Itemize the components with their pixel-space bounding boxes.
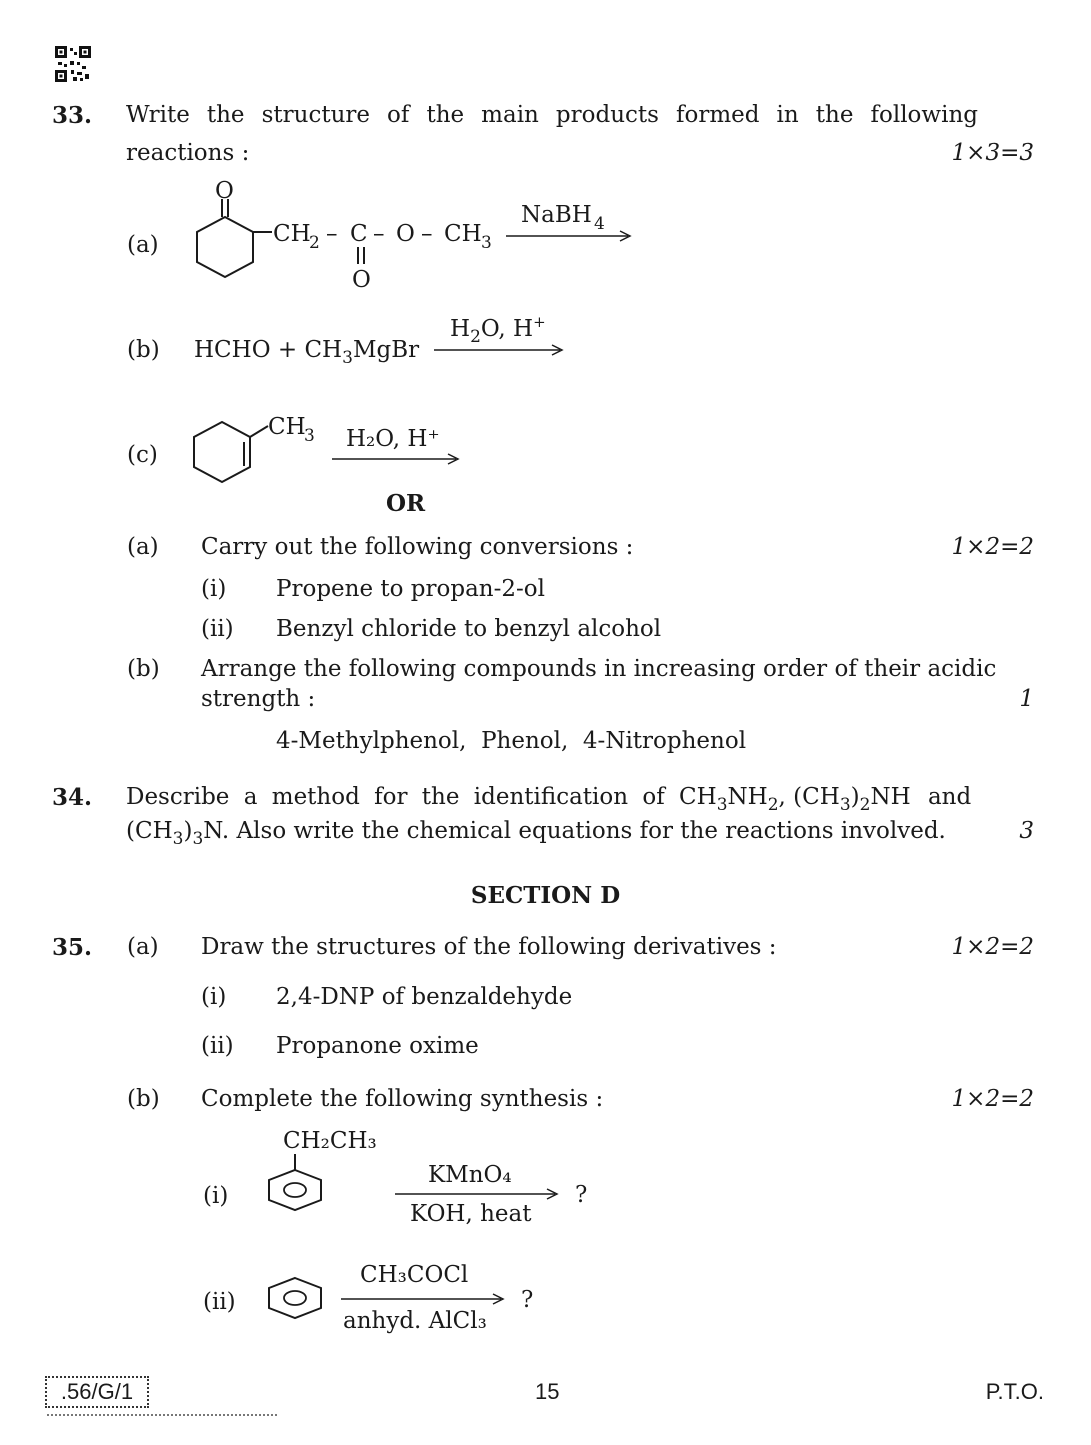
unknown-product: ? [575, 1182, 588, 1208]
text: MgBr [352, 337, 420, 363]
subpart-label: (ii) [201, 616, 234, 642]
svg-text:O: O [396, 221, 415, 247]
text: HCHO + CH [194, 337, 343, 363]
subscript: 2 [470, 327, 481, 347]
part-text: Arrange the following compounds in increasing order of their acidic [201, 656, 997, 682]
subpart-text: 2,4-DNP of benzaldehyde [276, 984, 573, 1010]
subpart-text: Propene to propan-2-ol [276, 576, 545, 602]
subpart-text: Propanone oxime [276, 1033, 479, 1059]
marks: 1×2=2 [951, 534, 1034, 560]
reagent-top: CH₃COCl [360, 1262, 469, 1288]
paper-code: .56/G/1 [45, 1376, 149, 1408]
question-text [126, 818, 946, 849]
subpart-label: (i) [201, 576, 227, 602]
svg-text:CH: CH [273, 221, 311, 247]
section-heading: SECTION D [470, 882, 621, 909]
subpart-text: Benzyl chloride to benzyl alcohol [276, 616, 662, 642]
reagent-subscript: 4 [594, 214, 605, 234]
text: (CH [126, 818, 173, 844]
qr-code-icon [55, 46, 91, 82]
text: Describe a method for the identification of CH [126, 784, 717, 810]
subscript: 3 [716, 795, 728, 815]
question-number: 34. [52, 784, 93, 811]
part-text: Complete the following synthesis : [201, 1086, 604, 1112]
reaction-arrow [434, 343, 564, 357]
unknown-product: ? [521, 1287, 534, 1313]
reaction-b-reactants [194, 337, 419, 368]
svg-text:O: O [215, 178, 234, 204]
synthesis-ii-structure [255, 1252, 555, 1352]
part-label: (b) [127, 656, 160, 682]
reaction-c-structure [180, 408, 480, 488]
svg-text:CH: CH [444, 221, 482, 247]
marks: 1×2=2 [951, 934, 1034, 960]
part-label: (a) [127, 232, 159, 258]
reagent: H₂O, H⁺ [346, 426, 440, 452]
svg-text:–: – [373, 221, 385, 247]
svg-text:–: – [326, 221, 338, 247]
text: ) [850, 784, 860, 810]
subpart-label: (ii) [203, 1289, 236, 1315]
reagent-bottom: KOH, heat [410, 1201, 532, 1227]
subscript: 3 [172, 829, 184, 849]
part-label: (c) [127, 442, 158, 468]
subpart-label: (i) [203, 1183, 229, 1209]
marks: 1×2=2 [951, 1086, 1034, 1112]
reaction-a-structure [180, 172, 650, 297]
part-text: Draw the structures of the following derivatives : [201, 934, 777, 960]
reagent-bottom: anhyd. AlCl₃ [343, 1308, 487, 1334]
marks: 1 [1019, 686, 1034, 712]
question-text [126, 784, 978, 815]
subscript: 3 [192, 829, 204, 849]
svg-text:C: C [350, 221, 368, 247]
text: NH [727, 784, 768, 810]
svg-text:3: 3 [481, 233, 492, 253]
divider [47, 1414, 277, 1419]
reagent-top: KMnO₄ [428, 1162, 512, 1188]
superscript: + [533, 313, 546, 331]
part-text: strength : [201, 686, 316, 712]
svg-text:CH: CH [268, 414, 306, 440]
part-label: (a) [127, 534, 159, 560]
question-text: Write the structure of the main products formed in the following [126, 102, 978, 128]
part-label: (b) [127, 1086, 160, 1112]
text: ) [183, 818, 193, 844]
reagent: NaBH [521, 202, 592, 228]
text: NH and [870, 784, 972, 810]
question-number: 33. [52, 102, 93, 129]
svg-text:2: 2 [309, 233, 320, 253]
reaction-b-reagent [450, 313, 546, 347]
pto-label: P.T.O. [985, 1379, 1044, 1404]
marks: 3 [1019, 818, 1034, 844]
subpart-label: (ii) [201, 1033, 234, 1059]
text: H [450, 316, 471, 342]
part-text: Carry out the following conversions : [201, 534, 634, 560]
text [126, 784, 971, 815]
svg-text:3: 3 [304, 426, 315, 446]
page-number: 15 [535, 1379, 560, 1404]
or-divider: OR [386, 490, 426, 517]
svg-text:–: – [421, 221, 433, 247]
subscript: 2 [859, 795, 871, 815]
text: O, H [480, 316, 534, 342]
text: , (CH [778, 784, 840, 810]
part-label: (a) [127, 934, 159, 960]
subscript: 3 [342, 348, 353, 368]
text: N. Also write the chemical equations for the reactions involved. [203, 818, 946, 844]
svg-text:O: O [352, 267, 371, 293]
marks: 1×3=3 [951, 140, 1034, 166]
subscript: 3 [839, 795, 851, 815]
question-text: reactions : [126, 140, 250, 166]
compound-list: 4-Methylphenol, Phenol, 4-Nitrophenol [276, 728, 747, 754]
synthesis-i-structure [255, 1120, 605, 1230]
part-label: (b) [127, 337, 160, 363]
substituent: CH₂CH₃ [283, 1128, 377, 1154]
subpart-label: (i) [201, 984, 227, 1010]
question-number: 35. [52, 934, 93, 961]
subscript: 2 [767, 795, 779, 815]
